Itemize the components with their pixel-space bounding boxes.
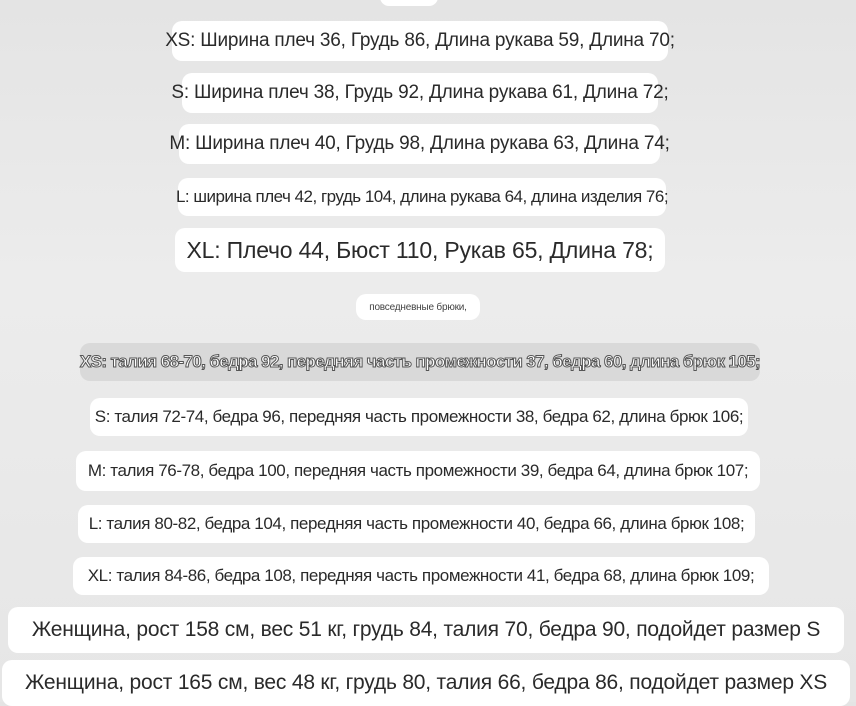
jacket-size-m: M: Ширина плеч 40, Грудь 98, Длина рукава 63, Длина 74; (179, 124, 660, 164)
jacket-size-l: L: ширина плеч 42, грудь 104, длина рукава 64, длина изделия 76; (178, 178, 666, 216)
jacket-size-xs: XS: Ширина плеч 36, Грудь 86, Длина рукава 59, Длина 70; (172, 21, 668, 61)
pants-size-xl: XL: талия 84-86, бедра 108, передняя часть промежности 41, бедра 68, длина брюк 109; (73, 557, 769, 595)
pants-size-s: S: талия 72-74, бедра 96, передняя часть промежности 38, бедра 62, длина брюк 106; (90, 398, 748, 436)
jacket-size-s: S: Ширина плеч 38, Грудь 92, Длина рукава 61, Длина 72; (182, 73, 658, 113)
top-label-stub (380, 0, 438, 6)
pants-size-m: M: талия 76-78, бедра 100, передняя часть промежности 39, бедра 64, длина брюк 107; (76, 451, 760, 491)
jacket-size-xl: XL: Плечо 44, Бюст 110, Рукав 65, Длина 78; (175, 228, 665, 272)
recommendation-size-xs: Женщина, рост 165 см, вес 48 кг, грудь 80, талия 66, бедра 86, подойдет размер XS (2, 660, 850, 706)
pants-heading: повседневные брюки, (356, 294, 480, 320)
pants-size-xs: XS: талия 68-70, бедра 92, передняя часть промежности 37, бедра 60, длина брюк 105; (80, 343, 760, 381)
pants-size-l: L: талия 80-82, бедра 104, передняя часть промежности 40, бедра 66, длина брюк 108; (78, 505, 755, 543)
recommendation-size-s: Женщина, рост 158 см, вес 51 кг, грудь 84, талия 70, бедра 90, подойдет размер S (8, 607, 844, 653)
